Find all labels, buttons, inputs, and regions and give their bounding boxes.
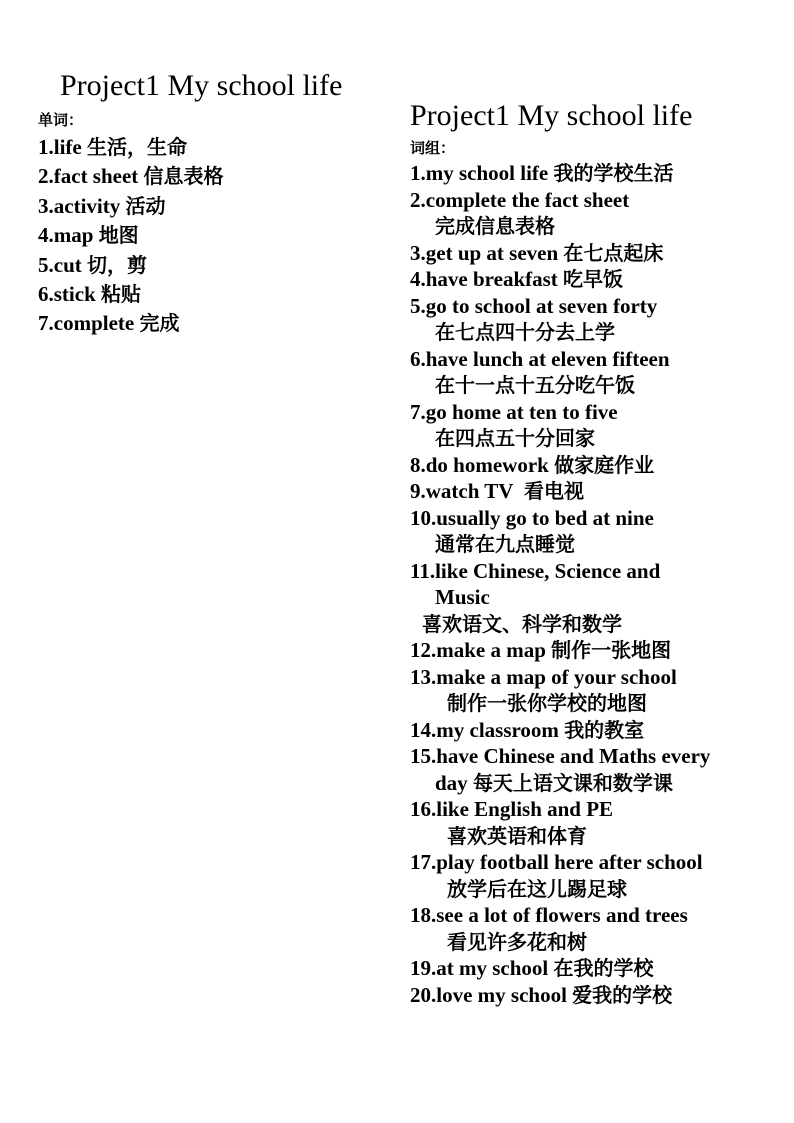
list-item (38, 309, 224, 338)
list-item (410, 558, 710, 638)
word-cn: 地图 (98, 223, 139, 248)
word-en: 3.activity (38, 193, 121, 218)
word-en: 5.cut (38, 252, 82, 277)
phrase-cn: 在我的学校 (553, 956, 654, 980)
list-item (410, 849, 710, 902)
list-item (410, 187, 710, 240)
list-item (410, 452, 710, 479)
phrase-cn: 在十一点十五分吃午饭 (435, 373, 635, 397)
word-cn: 活动 (125, 193, 166, 218)
phrase-cn: 看见许多花和树 (447, 929, 587, 954)
word-en: 4.map (38, 223, 94, 248)
phrase-en-continued: Music (435, 585, 490, 609)
phrase-cn: 喜欢语文、科学和数学 (422, 611, 622, 636)
list-item (38, 221, 224, 250)
list-item (410, 160, 710, 187)
phrase-en: 8.do homework (410, 452, 549, 477)
phrase-en: 9.watch TV (410, 479, 514, 503)
list-item (410, 240, 710, 267)
list-item (410, 796, 710, 849)
phrase-cn: 吃早饭 (563, 267, 624, 291)
word-en: 2.fact sheet (38, 164, 139, 189)
phrase-en: 3.get up at seven (410, 240, 559, 265)
phrase-en: 20.love my school (410, 982, 567, 1007)
list-item (410, 505, 710, 558)
phrase-en: 15.have Chinese and Maths every (410, 744, 711, 768)
phrase-cn: 完成信息表格 (435, 214, 555, 238)
list-item (38, 251, 224, 280)
list-item (410, 478, 710, 505)
phrases-section-label: 词组： (410, 139, 456, 157)
phrase-cn: 放学后在这儿踢足球 (447, 876, 627, 901)
phrase-en: 2.complete the fact sheet (410, 187, 630, 212)
word-cn: 完成 (139, 311, 180, 336)
word-cn: 信息表格 (143, 164, 224, 189)
phrase-cn: 在七点起床 (563, 240, 664, 265)
word-en: 6.stick (38, 282, 96, 307)
word-cn: 粘贴 (101, 282, 141, 307)
list-item (38, 133, 224, 162)
phrase-en: 10.usually go to bed at nine (410, 505, 654, 530)
list-item (38, 192, 224, 221)
list-item (410, 346, 710, 399)
phrase-cn: 制作一张你学校的地图 (447, 691, 647, 715)
word-en: 1.life (38, 135, 82, 159)
phrase-en-continued: day (435, 770, 468, 795)
phrase-en: 1.my school life (410, 161, 549, 185)
list-item (410, 743, 710, 796)
list-item (38, 280, 224, 309)
phrase-en: 11.like Chinese, Science and (410, 558, 661, 583)
phrase-cn: 在四点五十分回家 (435, 426, 595, 450)
word-en: 7.complete (38, 311, 135, 336)
phrase-cn: 做家庭作业 (554, 452, 655, 477)
phrase-cn: 我的学校生活 (553, 161, 674, 185)
phrase-cn: 通常在九点睡觉 (435, 532, 575, 556)
phrase-en: 17.play football here after school (410, 850, 703, 874)
list-item (410, 982, 710, 1009)
phrase-en: 5.go to school at seven forty (410, 293, 658, 318)
phrase-en: 19.at my school (410, 956, 549, 980)
phrase-cn: 爱我的学校 (572, 982, 673, 1007)
phrase-cn: 在七点四十分去上学 (435, 320, 615, 344)
phrase-cn: 我的教室 (564, 717, 645, 742)
phrase-en: 7.go home at ten to five (410, 399, 618, 424)
phrase-cn: 制作一张地图 (551, 638, 672, 662)
phrase-cn: 每天上语文课和数学课 (472, 770, 673, 795)
phrase-en: 18.see a lot of flowers and trees (410, 903, 688, 927)
phrase-en: 12.make a map (410, 638, 546, 662)
words-list (38, 133, 224, 339)
list-item (410, 664, 710, 717)
phrase-cn: 喜欢英语和体育 (447, 823, 587, 848)
phrases-page-title: Project1 My school life (410, 99, 693, 132)
phrases-list (410, 160, 710, 1008)
list-item (410, 717, 710, 744)
list-item (410, 399, 710, 452)
words-page-title: Project1 My school life (60, 69, 343, 102)
phrase-en: 16.like English and PE (410, 797, 614, 821)
word-cn: 生活，生命 (86, 135, 187, 159)
word-cn: 切，剪 (87, 252, 147, 277)
list-item (410, 637, 710, 664)
phrase-en: 4.have breakfast (410, 267, 558, 291)
phrase-en: 13.make a map of your school (410, 664, 677, 689)
list-item (410, 293, 710, 346)
list-item (410, 266, 710, 293)
list-item (410, 955, 710, 982)
list-item (38, 162, 224, 191)
phrase-en: 6.have lunch at eleven fifteen (410, 346, 670, 371)
words-section-label: 单词： (38, 111, 84, 129)
phrase-cn: 看电视 (523, 479, 584, 503)
list-item (410, 902, 710, 955)
phrase-en: 14.my classroom (410, 717, 559, 742)
